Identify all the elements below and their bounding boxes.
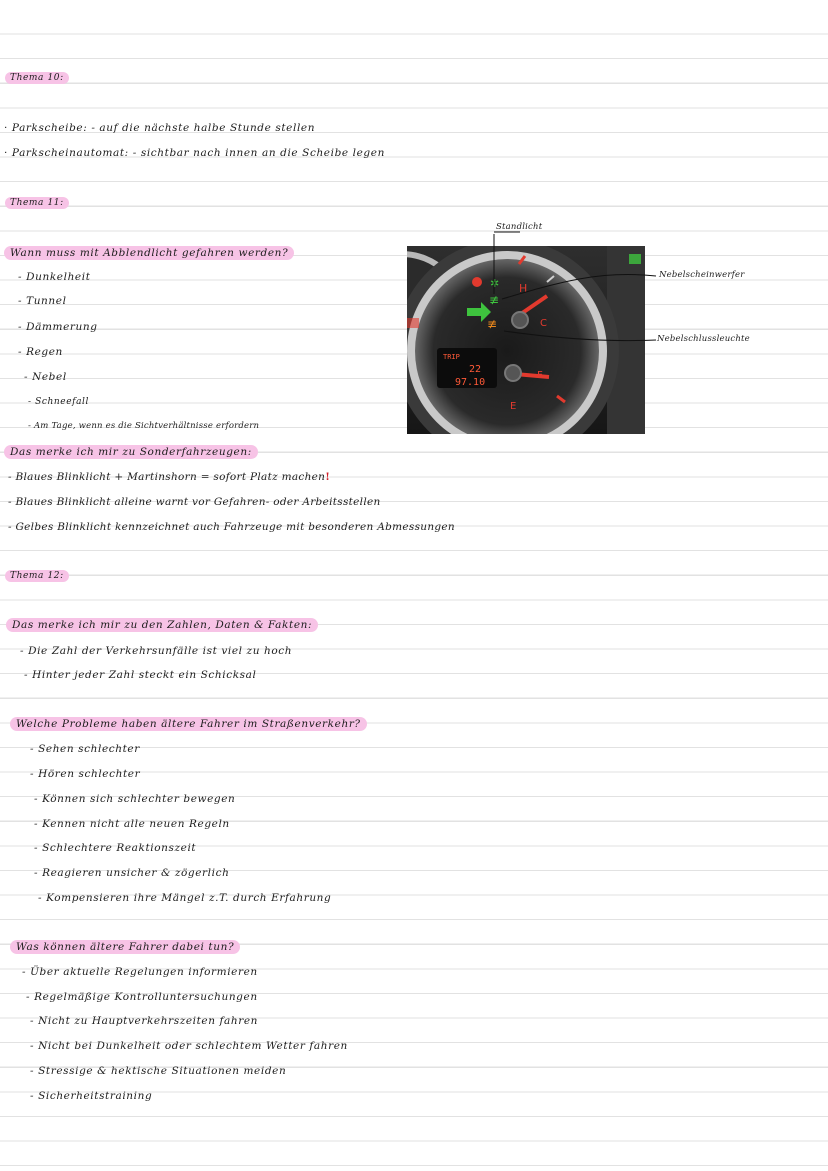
list-item: - Über aktuelle Regelungen informieren	[22, 966, 258, 978]
svg-text:≢: ≢	[489, 293, 500, 307]
gauge-letter-f: F	[537, 370, 543, 381]
list-item: - Regen	[18, 346, 63, 358]
list-item: - Hinter jeder Zahl steckt ein Schicksal	[24, 669, 257, 681]
sonderfahrzeuge-heading: Das merke ich mir zu Sonderfahrzeugen:	[4, 445, 258, 459]
list-item: - Dunkelheit	[18, 271, 91, 283]
gauge-letter-e: E	[510, 401, 517, 412]
gauge-letter-c: C	[540, 318, 547, 329]
thema12-heading: Thema 12:	[5, 568, 69, 583]
list-item: · Parkscheibe: - auf die nächste halbe Stunde stellen	[4, 122, 316, 134]
list-item: - Kompensieren ihre Mängel z.T. durch Erfahrung	[38, 892, 332, 904]
list-item: - Dämmerung	[18, 321, 98, 333]
list-item: - Können sich schlechter bewegen	[34, 793, 236, 805]
list-item: - Sicherheitstraining	[30, 1090, 153, 1102]
list-item: - Nebel	[24, 371, 67, 383]
list-item: - Schneefall	[28, 397, 90, 407]
svg-text:✲: ✲	[490, 277, 500, 290]
list-item: · Parkscheinautomat: - sichtbar nach innen an die Scheibe legen	[4, 147, 385, 159]
list-item: - Tunnel	[18, 295, 67, 307]
list-item: - Nicht zu Hauptverkehrszeiten fahren	[30, 1015, 259, 1027]
display-trip-label: TRIP	[443, 353, 460, 361]
list-item: - Sehen schlechter	[30, 743, 140, 755]
display-value-2: 97.10	[455, 377, 486, 388]
display-value-1: 22	[469, 364, 482, 375]
list-item: - Gelbes Blinklicht kennzeichnet auch Fahrzeuge mit besonderen Abmessungen	[8, 521, 455, 533]
facts-heading: Das merke ich mir zu den Zahlen, Daten & Fakten:	[6, 618, 318, 632]
list-item: - Stressige & hektische Situationen meiden	[30, 1065, 287, 1077]
list-item: - Regelmäßige Kontrolluntersuchungen	[26, 991, 258, 1003]
label-nebelscheinwerfer: Nebelscheinwerfer	[659, 270, 745, 280]
list-item: - Schlechtere Reaktionszeit	[34, 842, 197, 854]
problems-heading: Welche Probleme haben ältere Fahrer im Straßenverkehr?	[10, 717, 367, 731]
list-item: - Reagieren unsicher & zögerlich	[34, 867, 230, 879]
list-item: - Die Zahl der Verkehrsunfälle ist viel zu hoch	[20, 645, 293, 657]
list-item: - Blaues Blinklicht alleine warnt vor Gefahren- oder Arbeitsstellen	[8, 496, 381, 508]
gauge-letter-h: H	[519, 282, 528, 295]
actions-heading: Was können ältere Fahrer dabei tun?	[10, 940, 240, 954]
thema10-heading: Thema 10:	[5, 70, 69, 85]
abblendlicht-question: Wann muss mit Abblendlicht gefahren werden?	[4, 246, 294, 260]
thema11-heading: Thema 11:	[5, 195, 69, 210]
list-item: - Am Tage, wenn es die Sichtverhältnisse erfordern	[28, 421, 260, 431]
label-nebelschlussleuchte: Nebelschlussleuchte	[657, 334, 750, 344]
exclamation-mark: !	[325, 471, 331, 483]
list-item: - Nicht bei Dunkelheit oder schlechtem Wetter fahren	[30, 1040, 348, 1052]
list-item: - Kennen nicht alle neuen Regeln	[34, 818, 230, 830]
label-standlicht: Standlicht	[496, 222, 543, 232]
list-item: - Blaues Blinklicht + Martinshorn = sofort Platz machen!	[8, 471, 331, 483]
list-item: - Hören schlechter	[30, 768, 141, 780]
svg-text:≢: ≢	[487, 317, 498, 331]
